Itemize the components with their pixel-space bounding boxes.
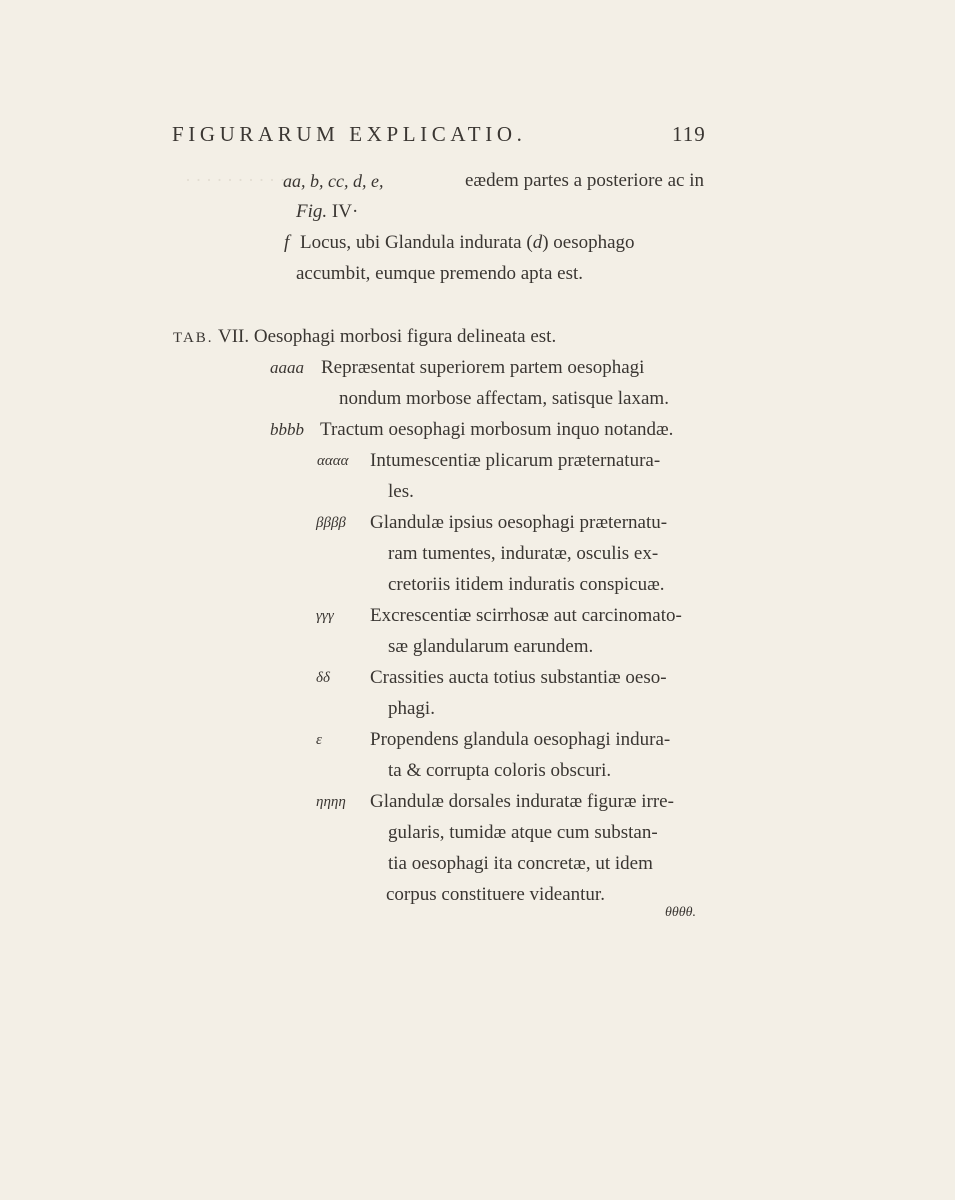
locus-line-2: accumbit, eumque premendo apta est. xyxy=(296,263,584,284)
eta-line-4: corpus constituere videantur. xyxy=(386,884,605,905)
page-number: 119 xyxy=(672,122,706,146)
gamma-line-1: Excrescentiæ scirrhosæ aut carcinomato- xyxy=(370,605,682,626)
label-eta: ηηηη xyxy=(316,794,346,810)
eta-line-3: tia oesophagi ita concretæ, ut idem xyxy=(388,853,653,874)
label-aaaa: aaaa xyxy=(270,358,304,377)
gamma-line-2: sæ glandularum earundem. xyxy=(388,636,594,657)
beta-line-1: Glandulæ ipsius oesophagi præternatu- xyxy=(370,512,668,533)
beta-line-2: ram tumentes, induratæ, osculis ex- xyxy=(388,543,659,564)
delta-line-2: phagi. xyxy=(388,698,435,719)
running-head: FIGURARUM EXPLICATIO. xyxy=(172,122,527,146)
beta-line-3: cretoriis itidem induratis conspicuæ. xyxy=(388,574,665,595)
delta-line-1: Crassities aucta totius substantiæ oeso- xyxy=(370,667,667,688)
alpha-line-1: Intumescentiæ plicarum præternatura- xyxy=(370,450,661,471)
tab-number: VII. xyxy=(217,326,250,347)
label-delta: δδ xyxy=(316,670,330,686)
aaaa-line-1: Repræsentat superiorem partem oesophagi xyxy=(321,357,645,378)
fig-number: IV· xyxy=(331,201,359,222)
label-alpha: αααα xyxy=(317,453,349,469)
eta-line-1: Glandulæ dorsales induratæ figuræ irre- xyxy=(370,791,674,812)
parts-text: eædem partes a posteriore ac in xyxy=(465,170,704,191)
label-f: f xyxy=(284,232,290,253)
epsilon-line-1: Propendens glandula oesophagi indura- xyxy=(370,729,671,750)
label-beta: ββββ xyxy=(316,515,346,531)
label-gamma: γγγ xyxy=(316,608,334,624)
tab-label: TAB. xyxy=(173,330,214,346)
locus-text-end: ) oesophago xyxy=(542,232,635,253)
locus-line xyxy=(300,231,635,255)
parts-labels: aa, b, cc, d, e, xyxy=(283,171,384,191)
label-epsilon: ε xyxy=(316,732,322,748)
epsilon-line-2: ta & corrupta coloris obscuri. xyxy=(388,760,612,781)
locus-text: Locus, ubi Glandula indurata ( xyxy=(300,232,533,253)
bbbb-line-1: Tractum oesophagi morbosum inquo notandæ. xyxy=(320,419,674,440)
aaaa-line-2: nondum morbose affectam, satisque laxam. xyxy=(339,388,669,409)
fig-reference xyxy=(296,200,358,224)
tab-heading xyxy=(173,325,556,350)
alpha-line-2: les. xyxy=(388,481,414,502)
fig-word: Fig. xyxy=(296,201,328,222)
eta-line-2: gularis, tumidæ atque cum substan- xyxy=(388,822,658,843)
tab-caption: Oesophagi morbosi figura delineata est. xyxy=(253,326,557,347)
locus-d: d xyxy=(532,232,543,253)
catchword: θθθθ. xyxy=(665,905,697,920)
show-through-text: · · · · · · · · · · · xyxy=(185,170,296,190)
label-bbbb: bbbb xyxy=(270,420,304,439)
